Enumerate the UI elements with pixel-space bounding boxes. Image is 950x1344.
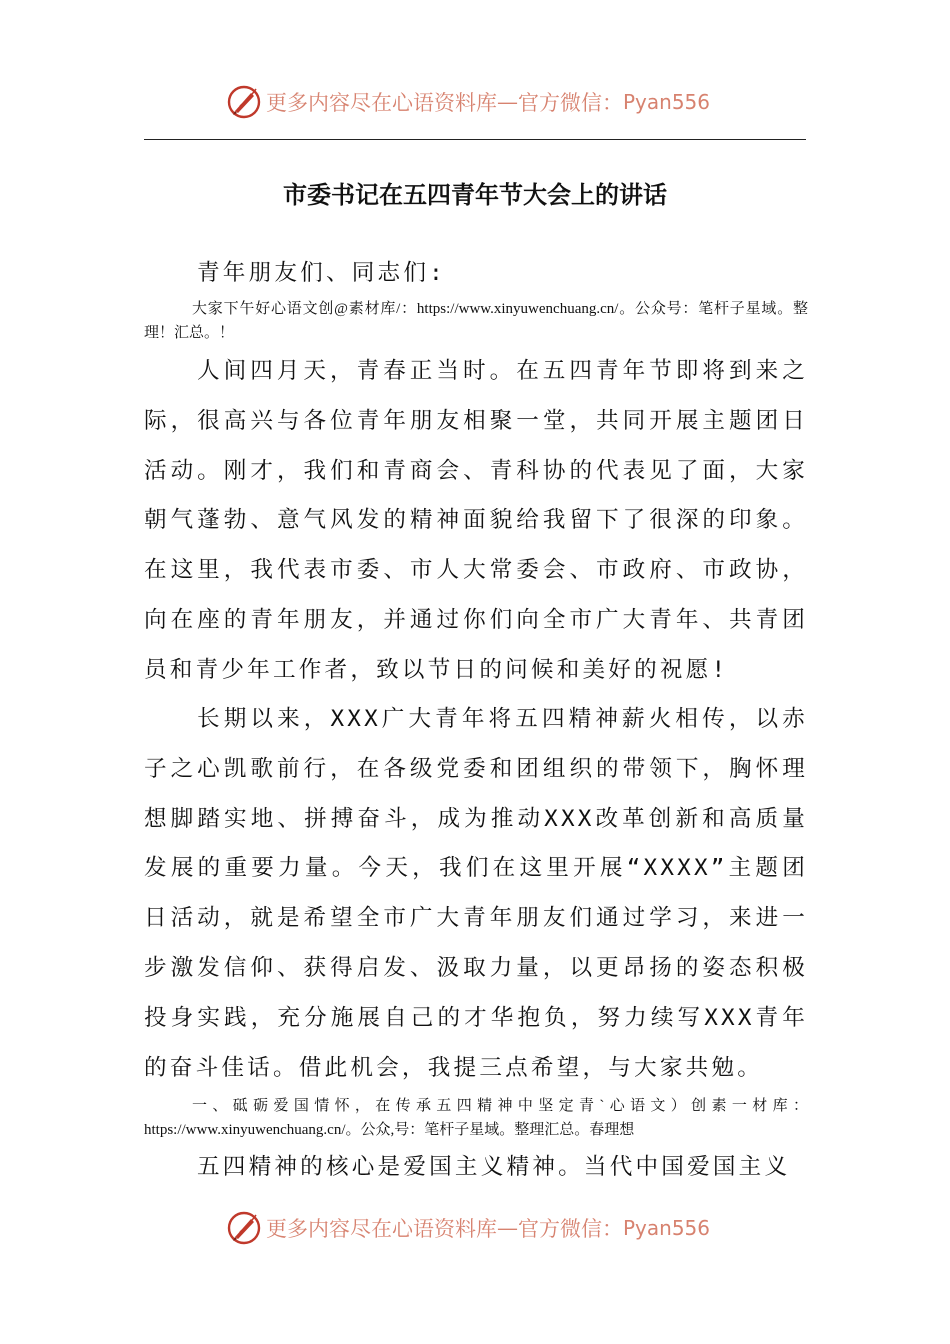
paragraph-2: 长期以来，XXX广大青年将五四精神薪火相传，以赤子之心凯歌前行，在各级党委和团组织的带领下，胸怀理想脚踏实地、拼搏奋斗，成为推动XXX改革创新和高质量发展的重要力量。今天，我们在这里开展“XXXX”主题团日活动，就是希望全市广大青年朋友们通过学习，来进一步激发信仰、获得启发、汲取力量，以更昂扬的姿态积极投身实践，充分施展自己的才华抱负，努力续写XXX青年的奋斗佳话。借此机会，我提三点希望，与大家共勉。 [144, 706, 808, 1081]
watermark-separator: — [497, 90, 518, 114]
footer-watermark [226, 1208, 710, 1248]
quill-logo-icon [226, 1210, 262, 1246]
salutation: 青年朋友们、同志们: [197, 260, 446, 286]
header-divider [144, 139, 806, 140]
watermark-wechat-id: Pyan556 [623, 90, 711, 114]
inserted-note-2: 一、砥砺爱国情怀，在传承五四精神中坚定青`心语文）创素一材库：https://www.xinyuwenchuang.cn/。公众,号：笔杆子星域。整理汇总。春理想 [144, 1098, 808, 1138]
inserted-note-1: 大家下午好心语文创@素材库/：https://www.xinyuwenchuang.cn/。公众号：笔杆子星域。整理！汇总。！ [144, 301, 808, 341]
watermark-suffix: 官方微信： [518, 1217, 623, 1241]
document-title: 市委书记在五四青年节大会上的讲话 [283, 180, 667, 209]
watermark-separator: — [497, 1216, 518, 1240]
header-watermark [226, 82, 710, 122]
quill-logo-icon [226, 84, 262, 120]
watermark-wechat-id: Pyan556 [623, 1216, 711, 1240]
watermark-suffix: 官方微信： [518, 91, 623, 115]
paragraph-3: 五四精神的核心是爱国主义精神。当代中国爱国主义 [197, 1154, 791, 1180]
watermark-text: 更多内容尽在心语资料库 [266, 91, 497, 115]
paragraph-1: 人间四月天，青春正当时。在五四青年节即将到来之际，很高兴与各位青年朋友相聚一堂，共同开展主题团日活动。刚才，我们和青商会、青科协的代表见了面，大家朝气蓬勃、意气风发的精神面貌给我留下了很深的印象。在这里，我代表市委、市人大常委会、市政府、市政协，向在座的青年朋友，并通过你们向全市广大青年、共青团员和青少年工作者，致以节日的问候和美好的祝愿! [144, 358, 808, 683]
watermark-text: 更多内容尽在心语资料库 [266, 1217, 497, 1241]
